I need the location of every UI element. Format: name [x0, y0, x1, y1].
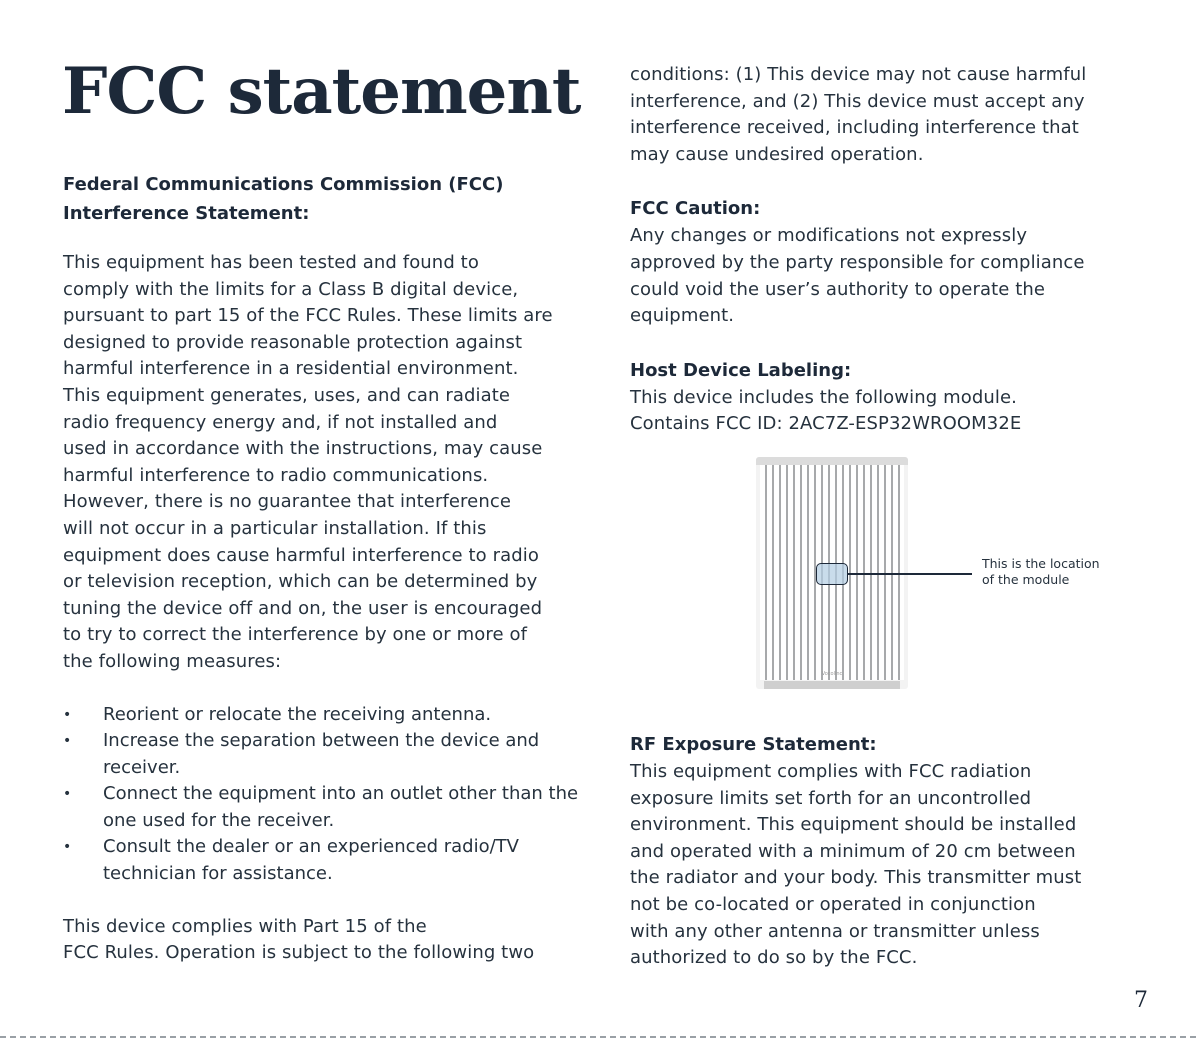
list-item: • Consult the dealer or an experienced radio/TV technician for assistance.: [63, 834, 603, 887]
left-column: [63, 170, 603, 967]
page-title: FCC statement: [62, 54, 581, 129]
rf-section: [630, 730, 1140, 972]
list-item: • Connect the equipment into an outlet other than the one used for the receiver.: [63, 781, 603, 834]
compliance-paragraph: This device complies with Part 15 of the FCC Rules. Operation is subject to the following two: [63, 915, 535, 964]
measures-list: [63, 702, 603, 888]
interference-heading: Federal Communications Commission (FCC) Interference Statement:: [63, 174, 504, 224]
labeling-heading: Host Device Labeling:: [630, 359, 852, 381]
device-brand-mark: Vocolinc: [821, 671, 843, 677]
labeling-paragraph: This device includes the following module. Contains FCC ID: 2AC7Z-ESP32WROOM32E: [630, 386, 1022, 435]
bottom-dashed-rule: [0, 1036, 1198, 1038]
module-location-callout: This is the location of the module: [982, 556, 1100, 587]
list-item: • Increase the separation between the device and receiver.: [63, 728, 603, 781]
page-number: 7: [1134, 988, 1148, 1013]
rf-exposure-heading: RF Exposure Statement:: [630, 734, 877, 755]
caution-heading: FCC Caution:: [630, 198, 761, 220]
module-location-marker: [816, 563, 848, 585]
right-column: [630, 62, 1140, 438]
callout-leader-line: [848, 573, 972, 575]
device-bottom-cap: [764, 681, 900, 689]
caution-paragraph: Any changes or modifications not expressly approved by the party responsible for compliance could void the user’s authority to operate the equipment.: [630, 225, 1085, 327]
interference-paragraph: This equipment has been tested and found to comply with the limits for a Class B digital device, pursuant to part 15 of the FCC Rules. These limits are designed to provide reasonable protection against harmful interference in a residential environment. This equipment generates, uses, and can radiate radio frequency energy and, if not installed and used in accordance with the instructions, may cause harmful interference to radio communications. However, there is no guarantee that interference will not occur in a particular installation. If this equipment does cause harmful interference to radio or television reception, which can be determined by tuning the device off and on, the user is encouraged to try to correct the interference by one or more of the following measures:: [63, 252, 553, 672]
list-item: • Reorient or relocate the receiving antenna.: [63, 702, 603, 729]
device-top-cap: [756, 457, 908, 465]
rf-exposure-paragraph: This equipment complies with FCC radiation exposure limits set forth for an uncontrolled environment. This equipment should be installed and operated with a minimum of 20 cm between the radiator and your body. This transmitter must not be co-located or operated in conjunction with any other antenna or transmitter unless authorized to do so by the FCC.: [630, 761, 1082, 969]
conditions-paragraph: conditions: (1) This device may not cause harmful interference, and (2) This device must accept any interference received, including interference that may cause undesired operation.: [630, 64, 1087, 165]
